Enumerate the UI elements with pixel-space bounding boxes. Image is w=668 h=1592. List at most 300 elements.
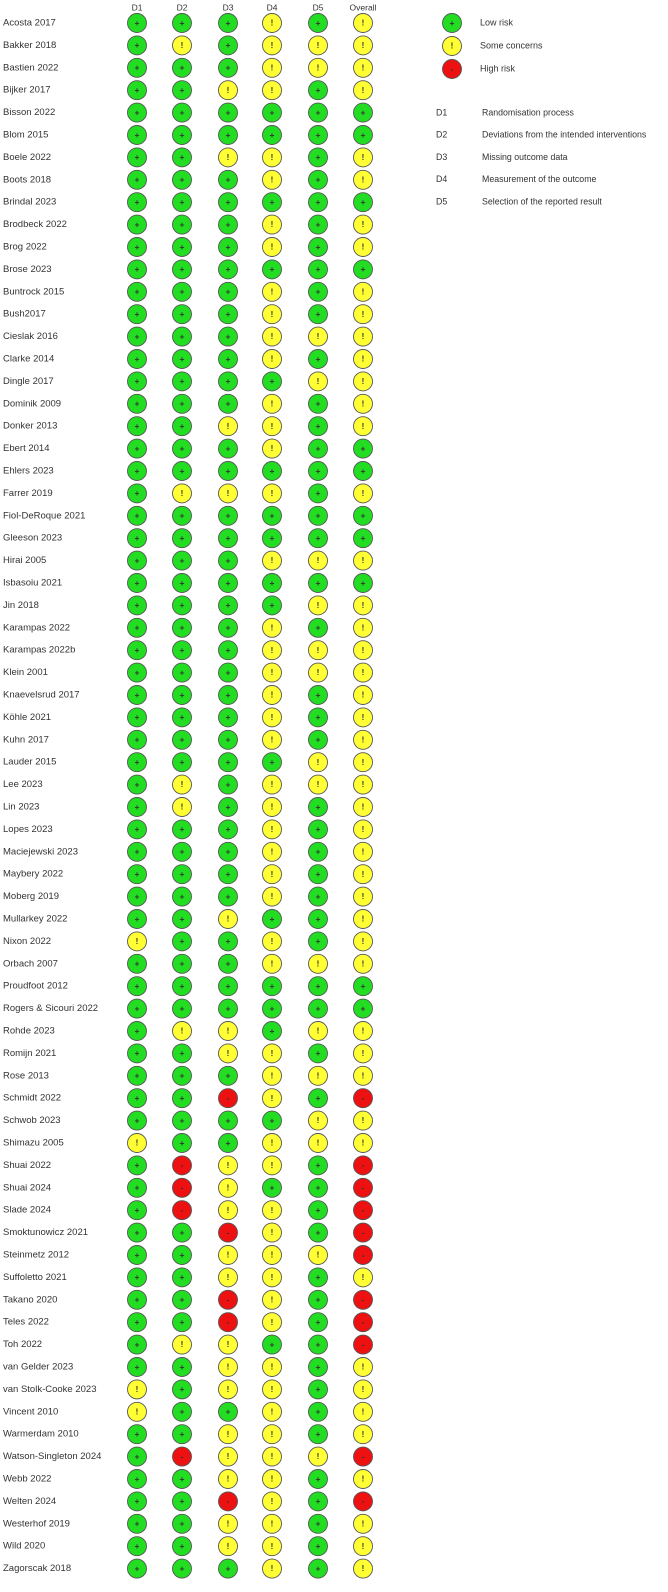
legend-domain-d5 [436,197,602,207]
rating-d1 [128,1178,147,1197]
rating-d3-symbol: + [225,264,231,275]
rating-d5 [309,305,328,324]
rating-d3-symbol: + [225,644,231,655]
study-label: Brodbeck 2022 [3,219,67,231]
rating-d5 [309,417,328,436]
study-label: Watson-Singleton 2024 [3,1451,102,1463]
study-row [3,1268,373,1287]
study-label: Bush2017 [3,308,46,320]
rating-overall [354,1044,373,1063]
rating-d5 [309,439,328,458]
rating-d5 [309,1089,328,1108]
rating-d5-symbol: + [315,17,321,28]
rating-d4-symbol: ! [270,1071,274,1081]
rating-d3 [219,103,238,122]
rating-d1-symbol: ! [135,1138,139,1148]
rating-overall-symbol: ! [361,175,365,185]
rating-d4-symbol: ! [270,1228,274,1238]
rating-d4 [263,170,282,189]
rating-d5-symbol: ! [316,1138,320,1148]
rating-d4 [263,641,282,660]
study-row [3,1044,373,1063]
rating-d5-symbol: ! [316,63,320,73]
rating-d5 [309,327,328,346]
rating-d1 [128,260,147,279]
rating-d4 [263,36,282,55]
rating-d3-symbol: - [226,1294,230,1305]
rating-d1 [128,798,147,817]
rating-d4-symbol: + [269,980,275,991]
rating-d3 [219,327,238,346]
rating-overall [354,350,373,369]
rating-overall-symbol: + [360,465,366,476]
rating-d1 [128,1470,147,1489]
rating-d1-symbol: + [134,600,140,611]
rating-overall [354,1022,373,1041]
rating-d3 [219,1514,238,1533]
rating-d3-symbol: + [225,62,231,73]
rating-d5-symbol: + [315,846,321,857]
rating-d3-symbol: ! [226,153,230,163]
rating-d1 [128,327,147,346]
rating-d5 [309,1134,328,1153]
study-row [3,1425,373,1444]
rating-d5 [309,1156,328,1175]
rating-d1 [128,394,147,413]
rating-overall [354,775,373,794]
rating-d1-symbol: + [134,465,140,476]
rating-d1 [128,238,147,257]
rating-d5 [309,1066,328,1085]
rating-d2-symbol: + [179,465,185,476]
rating-d2 [173,798,192,817]
rating-overall-symbol: - [361,1160,365,1171]
rating-d1 [128,350,147,369]
rating-d3 [219,148,238,167]
rating-d1 [128,1111,147,1130]
study-label: Acosta 2017 [3,17,56,29]
rating-d2 [173,506,192,525]
rating-d4-symbol: + [269,532,275,543]
rating-d2 [173,36,192,55]
rating-d3 [219,1223,238,1242]
rating-d1-symbol: + [134,353,140,364]
rating-d1-symbol: + [134,1316,140,1327]
rating-d2-symbol: + [179,824,185,835]
rating-d2-symbol: + [179,1137,185,1148]
rating-d1-symbol: + [134,891,140,902]
rating-d2-symbol: - [180,1451,184,1462]
rating-d2 [173,529,192,548]
rating-d5 [309,1223,328,1242]
study-row [3,103,373,122]
rating-overall [354,641,373,660]
rating-d1-symbol: + [134,689,140,700]
rating-overall-symbol: ! [361,937,365,947]
study-row [3,574,373,593]
rating-d2-symbol: + [179,398,185,409]
rating-d5-symbol: ! [316,41,320,51]
rating-d1 [128,1044,147,1063]
rating-d2 [173,865,192,884]
rating-d2 [173,663,192,682]
rating-d3 [219,1134,238,1153]
rating-d4-symbol: ! [270,1452,274,1462]
rating-d3-symbol: + [225,801,231,812]
rating-d3-symbol: + [225,868,231,879]
rating-d4 [263,58,282,77]
rating-d4 [263,1358,282,1377]
rating-d3 [219,417,238,436]
rating-d3-symbol: + [225,712,231,723]
rating-d3 [219,1268,238,1287]
rating-d4-symbol: ! [270,1541,274,1551]
rating-d1-symbol: + [134,286,140,297]
rating-d4 [263,1537,282,1556]
rating-d1 [128,1335,147,1354]
rating-d1 [128,887,147,906]
rating-d4 [263,439,282,458]
rating-d2-symbol: + [179,353,185,364]
rating-d2-symbol: + [179,1361,185,1372]
legend-swatch [443,14,462,33]
rating-d1-symbol: + [134,443,140,454]
rating-overall-symbol: ! [361,757,365,767]
rating-d1 [128,708,147,727]
rating-d5-symbol: ! [316,332,320,342]
rating-d1-symbol: ! [135,1385,139,1395]
study-label: Bijker 2017 [3,84,51,96]
study-label: Shimazu 2005 [3,1137,64,1149]
study-label: Rose 2013 [3,1070,49,1082]
rating-d4-symbol: ! [270,85,274,95]
rating-d1-symbol: + [134,219,140,230]
rating-d2-symbol: + [179,376,185,387]
rating-d2-symbol: + [179,577,185,588]
study-row [3,1178,373,1197]
rating-d5-symbol: + [315,420,321,431]
rating-overall-symbol: ! [361,780,365,790]
rating-d1 [128,641,147,660]
rating-d5-symbol: + [315,107,321,118]
rating-overall [354,1470,373,1489]
rating-overall [354,462,373,481]
rating-d1-symbol: + [134,1473,140,1484]
study-label: Brindal 2023 [3,196,57,208]
rating-overall-symbol: - [361,1339,365,1350]
rating-d3 [219,686,238,705]
rating-d5 [309,282,328,301]
study-row [3,820,373,839]
rating-d1-symbol: + [134,1070,140,1081]
rating-d1-symbol: + [134,868,140,879]
rating-d4 [263,820,282,839]
rating-d3 [219,1201,238,1220]
rating-d5-symbol: + [315,801,321,812]
rating-d1-symbol: + [134,107,140,118]
rating-d4-symbol: ! [270,690,274,700]
rating-d2-symbol: + [179,1115,185,1126]
rating-d4-symbol: ! [270,645,274,655]
rating-d5-symbol: + [315,1160,321,1171]
rating-d4-symbol: ! [270,959,274,969]
rating-d2-symbol: + [179,734,185,745]
study-row [3,730,373,749]
rating-d3-symbol: + [225,958,231,969]
rating-d2-symbol: + [179,196,185,207]
rating-d4 [263,327,282,346]
rating-d1-symbol: + [134,510,140,521]
rating-d5-symbol: + [315,577,321,588]
rating-overall-symbol: + [360,129,366,140]
rating-overall-symbol: ! [361,1407,365,1417]
rating-d3 [219,977,238,996]
rating-d3-symbol: + [225,376,231,387]
rating-d2 [173,1223,192,1242]
study-label: Brose 2023 [3,263,52,275]
rating-d2 [173,910,192,929]
rating-d3-symbol: ! [226,85,230,95]
rating-d3 [219,551,238,570]
rating-d4 [263,730,282,749]
rating-d1 [128,730,147,749]
study-label: Dingle 2017 [3,375,54,387]
rating-d3-symbol: ! [226,1273,230,1283]
rating-d2 [173,260,192,279]
rating-d1-symbol: + [134,1540,140,1551]
rating-overall [354,999,373,1018]
rating-d2 [173,1246,192,1265]
rating-d4 [263,1201,282,1220]
rating-overall [354,282,373,301]
rating-d2 [173,1447,192,1466]
rating-d5 [309,686,328,705]
rating-overall [354,1492,373,1511]
rating-d5-symbol: + [315,1294,321,1305]
study-label: Lopes 2023 [3,823,53,835]
rating-d1-symbol: + [134,756,140,767]
rating-d2-symbol: + [179,555,185,566]
rating-d3-symbol: + [225,241,231,252]
rating-d5-symbol: + [315,1339,321,1350]
rating-d5-symbol: + [315,913,321,924]
rating-d3 [219,932,238,951]
rating-d3 [219,1447,238,1466]
rating-d2 [173,1559,192,1578]
rating-d2-symbol: + [179,129,185,140]
rating-d1 [128,1537,147,1556]
rating-d1 [128,1425,147,1444]
rating-d1-symbol: + [134,241,140,252]
study-row [3,238,373,257]
rating-d5 [309,1559,328,1578]
rating-overall-symbol: - [361,1249,365,1260]
rating-d4-symbol: ! [270,220,274,230]
rating-d1 [128,58,147,77]
rating-d1 [128,529,147,548]
rating-d5-symbol: + [315,532,321,543]
rating-d3-symbol: + [225,532,231,543]
study-label: Cieslak 2016 [3,331,58,343]
rating-d1-symbol: + [134,1451,140,1462]
rating-d3-symbol: + [225,846,231,857]
legend-domain-d4 [436,174,597,184]
rating-d5 [309,1022,328,1041]
rating-d5-symbol: + [315,84,321,95]
rating-d1 [128,439,147,458]
rating-d2 [173,1537,192,1556]
rating-d4-symbol: + [269,1182,275,1193]
rating-d4 [263,999,282,1018]
study-label: Donker 2013 [3,420,58,432]
rating-d4-symbol: ! [270,1295,274,1305]
rating-d1-symbol: + [134,1428,140,1439]
study-label: Boots 2018 [3,174,52,186]
rating-d5 [309,708,328,727]
study-label: Klein 2001 [3,667,48,679]
rating-overall [354,81,373,100]
rating-overall-symbol: ! [361,892,365,902]
rating-d1 [128,1156,147,1175]
rating-d3-symbol: + [225,219,231,230]
rating-overall-symbol: - [361,1182,365,1193]
rating-d4-symbol: ! [270,1273,274,1283]
rating-overall-symbol: + [360,510,366,521]
study-row [3,1470,373,1489]
rating-d4 [263,551,282,570]
rating-d4 [263,103,282,122]
study-row [3,663,373,682]
rating-d3-symbol: + [225,622,231,633]
rating-d4 [263,977,282,996]
rating-d1 [128,999,147,1018]
rating-d2-symbol: + [179,1272,185,1283]
rating-d5 [309,1290,328,1309]
study-label: Smoktunowicz 2021 [3,1227,89,1239]
rating-overall [354,1425,373,1444]
rating-overall-symbol: ! [361,287,365,297]
study-row [3,1447,373,1466]
study-row [3,350,373,369]
rating-d1-symbol: + [134,555,140,566]
study-row [3,1402,373,1421]
rating-d3-symbol: ! [226,1429,230,1439]
study-label: Kuhn 2017 [3,734,49,746]
rating-d3 [219,14,238,33]
rating-d5 [309,977,328,996]
rating-d5 [309,1402,328,1421]
rating-d4-symbol: + [269,1339,275,1350]
rating-d1 [128,417,147,436]
rating-d2 [173,596,192,615]
study-label: Jin 2018 [3,599,39,611]
rating-overall [354,551,373,570]
rating-d1-symbol: + [134,1003,140,1014]
rating-d3 [219,730,238,749]
rating-d3 [219,81,238,100]
rating-d3 [219,170,238,189]
rating-d5 [309,910,328,929]
study-label: Rogers & Sicouri 2022 [3,1003,99,1015]
rating-overall [354,1089,373,1108]
rating-d4 [263,126,282,145]
rating-d5-symbol: + [315,689,321,700]
rating-d2-symbol: + [179,756,185,767]
rating-d3-symbol: ! [226,1161,230,1171]
rating-overall [354,1380,373,1399]
rating-d2 [173,730,192,749]
rating-d1-symbol: + [134,1249,140,1260]
rating-d5 [309,932,328,951]
rating-d1-symbol: + [134,846,140,857]
rating-d1 [128,820,147,839]
rating-d3 [219,305,238,324]
rating-d1-symbol: + [134,1204,140,1215]
rating-d4 [263,394,282,413]
rating-d5 [309,1044,328,1063]
rating-d2 [173,1044,192,1063]
rating-d1-symbol: + [134,622,140,633]
rating-d5 [309,58,328,77]
study-row [3,887,373,906]
rating-d4-symbol: ! [270,1161,274,1171]
rating-d3 [219,350,238,369]
rating-d2 [173,14,192,33]
rating-d2 [173,954,192,973]
rating-overall [354,506,373,525]
rating-d2-symbol: + [179,958,185,969]
rating-d3 [219,1313,238,1332]
rating-d5 [309,641,328,660]
rating-overall [354,126,373,145]
rating-d2 [173,58,192,77]
study-row [3,1156,373,1175]
rating-d1-symbol: + [134,420,140,431]
study-row [3,999,373,1018]
rating-d3 [219,126,238,145]
rating-d5-symbol: ! [316,645,320,655]
study-label: Nixon 2022 [3,935,52,947]
rating-overall [354,1514,373,1533]
rating-d2-symbol: + [179,1070,185,1081]
rating-d2-symbol: + [179,107,185,118]
rating-d2-symbol: + [179,936,185,947]
rating-overall-symbol: ! [361,825,365,835]
legend-domain-d2 [436,130,647,140]
rating-d4-symbol: ! [270,1564,274,1574]
rating-d1 [128,215,147,234]
rating-overall-symbol: ! [361,668,365,678]
rating-overall-symbol: ! [361,1519,365,1529]
study-row [3,327,373,346]
rating-overall [354,1313,373,1332]
rating-d4 [263,842,282,861]
rating-d2 [173,350,192,369]
rating-d5 [309,1380,328,1399]
rating-overall-symbol: - [361,1496,365,1507]
rating-d3-symbol: + [225,756,231,767]
rating-d1 [128,148,147,167]
rating-d5 [309,1201,328,1220]
rating-d5-symbol: ! [316,1452,320,1462]
rating-overall [354,260,373,279]
rating-d2-symbol: + [179,689,185,700]
study-label: Schmidt 2022 [3,1092,62,1104]
rating-d1 [128,81,147,100]
rating-d5-symbol: + [315,1518,321,1529]
rating-d2-symbol: + [179,1048,185,1059]
rating-d4 [263,954,282,973]
